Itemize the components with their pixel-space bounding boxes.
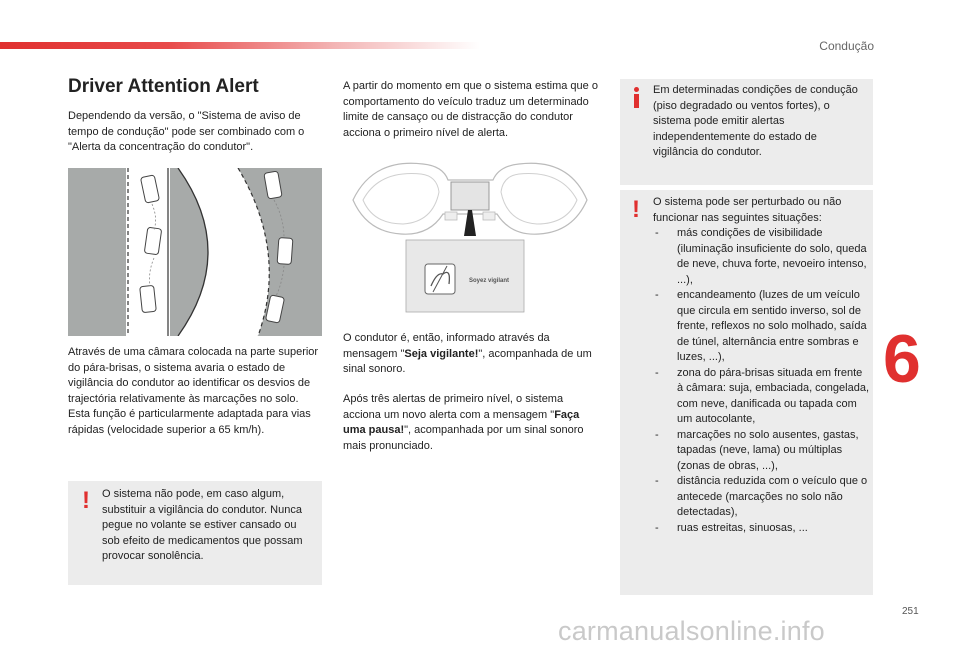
limitations-content: [653, 195, 869, 536]
instrument-cluster-illustration: [343, 152, 597, 322]
page-number: 251: [902, 606, 919, 617]
warning-box-driver: [68, 481, 322, 585]
info-text: Em determinadas condições de condução (piso degradado ou ventos fortes), o sistema pode emitir alertas independentemente do estado de vigilância do condutor.: [653, 84, 858, 158]
page-title: Driver Attention Alert: [68, 76, 259, 97]
intro-paragraph: Dependendo da versão, o "Sistema de aviso de tempo de condução" pode ser combinado com o "Alerta da concentração do condutor".: [68, 110, 305, 153]
alert-trigger-paragraph: A partir do momento em que o sistema estima que o comportamento do veículo traduz um determinado limite de cansaço ou de distracção do condutor acciona o primeiro nível de alerta.: [343, 80, 598, 139]
limitations-intro: O sistema pode ser perturbado ou não funcionar nas seguintes situações:: [653, 196, 842, 224]
info-box: [620, 79, 873, 185]
list-item: - ruas estreitas, sinuosas, ...: [653, 521, 869, 537]
list-item: - marcações no solo ausentes, gastas, tapadas (neve, lama) ou múltiplas (zonas de obras, ...),: [653, 428, 869, 475]
first-alert-paragraph: O condutor é, então, informado através da mensagem "Seja vigilante!", acompanhada de um sinal sonoro.: [343, 332, 592, 375]
section-title: Condução: [819, 39, 874, 53]
function-paragraph: Esta função é particularmente adaptada para vias rápidas (velocidade superior a 65 km/h).: [68, 408, 311, 436]
warning-box-limitations: [620, 190, 873, 595]
message-faca-uma-pausa: Faça uma pausa!: [343, 408, 580, 436]
warning-text: O sistema não pode, em caso algum, substituir a vigilância do condutor. Nunca pegue no volante se estiver cansado ou sob efeito de medicamentos que possam provocar sonolência.: [102, 488, 303, 562]
limitations-list: [653, 226, 869, 536]
message-seja-vigilante: Seja vigilante!: [404, 347, 479, 360]
info-icon: [633, 87, 641, 108]
watermark: carmanualsonline.info: [558, 616, 825, 646]
list-item: - distância reduzida com o veículo que o antecede (marcações no solo não detectadas),: [653, 474, 869, 521]
display-message: Soyez vigilant: [469, 278, 510, 284]
list-item: - encandeamento (luzes de um veículo que circula em sentido inverso, sol de frente, reflexos no solo molhado, saída de túnel, alternância entre sombras e luzes, ...),: [653, 288, 869, 366]
second-alert-paragraph: Após três alertas de primeiro nível, o sistema acciona um novo alerta com a mensagem "Faça uma pausa!", acompanhada por um sinal sonoro mais pronunciado.: [343, 393, 584, 452]
header-accent-bar: [0, 42, 480, 49]
camera-paragraph: Através de uma câmara colocada na parte superior do pára-brisas, o sistema avaria o estado de vigilância do condutor ao identificar os desvios de trajectória relativamente às marcações no solo.: [68, 346, 319, 405]
lane-drift-illustration: [68, 168, 322, 336]
list-item: - más condições de visibilidade (iluminação insuficiente do solo, queda de neve, chuva forte, nevoeiro intenso, ...),: [653, 226, 869, 288]
list-item: - zona do pára-brisas situada em frente à câmara: suja, embaciada, congelada, com neve, danificada ou tapada com um autocolante,: [653, 366, 869, 428]
warning-icon: !: [82, 487, 90, 514]
warning-icon: !: [632, 196, 640, 223]
chapter-number: 6: [883, 321, 921, 397]
